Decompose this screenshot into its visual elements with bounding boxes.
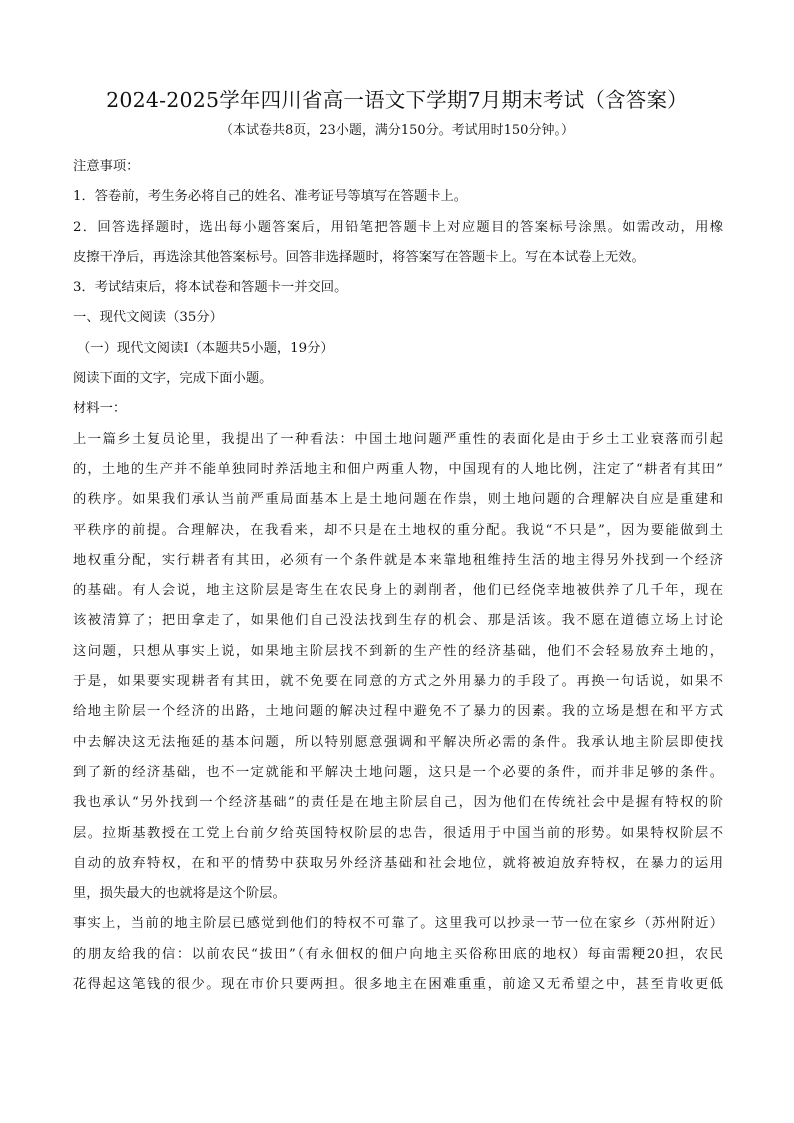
exam-subtitle: （本试卷共8页，23小题，满分150分。考试用时150分钟。）: [220, 123, 574, 138]
notice-item-3: 3．考试结束后，将本试卷和答题卡一并交回。: [73, 280, 348, 296]
passage-line: 上一篇乡土复员论里，我提出了一种看法：中国土地问题严重性的表面化是由于乡土工业衰落而引起: [73, 431, 723, 447]
passage-line: 的朋友给我的信：以前农民“拔田”（有永佃权的佃户向地主买俗称田底的地权）每亩需粳20担，农民: [73, 946, 723, 962]
exam-title: 2024-2025学年四川省高一语文下学期7月期末考试（含答案）: [106, 88, 688, 112]
passage-line: 里，损失最大的也就将是这个阶层。: [73, 886, 286, 902]
notice-item-1: 1．答卷前，考生务必将自己的姓名、准考证号等填写在答题卡上。: [73, 189, 468, 205]
passage-line: 平秩序的前提。合理解决，在我看来，却不只是在土地权的重分配。我说“不只是”，因为要能做到土: [73, 522, 723, 538]
passage-line: 的秩序。如果我们承认当前严重局面基本上是土地问题在作祟，则土地问题的合理解决自应是重建和: [73, 492, 723, 508]
notice-item-2-line-2: 皮擦干净后，再选涂其他答案标号。回答非选择题时，将答案写在答题卡上。写在本试卷上无效。: [73, 249, 645, 265]
document-body: [73, 152, 723, 1000]
passage-line: 的基础。有人会说，地主这阶层是寄生在农民身上的剥削者，他们已经侥幸地被供养了几千年，现在: [73, 583, 723, 599]
passage-line: 事实上，当前的地主阶层已感觉到他们的特权不可靠了。这里我可以抄录一节一位在家乡（苏州附近）: [73, 916, 723, 932]
passage-line: 中去解决这无法拖延的基本问题，所以特别愿意强调和平解决所必需的条件。我承认地主阶层即使找: [73, 734, 723, 750]
passage-line: 于是，如果要实现耕者有其田，就不免要在同意的方式之外用暴力的手段了。再换一句话说，如果不: [73, 674, 723, 690]
passage-line: 的，土地的生产并不能单独同时养活地主和佃户两重人物，中国现有的人地比例，注定了“耕者有其田”: [73, 461, 723, 477]
passage-line: 层。拉斯基教授在工党上台前夕给英国特权阶层的忠告，很适用于中国当前的形势。如果特权阶层不: [73, 825, 723, 841]
notice-heading: 注意事项：: [73, 159, 140, 174]
passage-line: 我也承认“另外找到一个经济基础”的责任是在地主阶层自己，因为他们在传统社会中是握有特权的阶: [73, 795, 723, 811]
passage-line: 这问题，只想从事实上说，如果地主阶层找不到新的生产性的经济基础，他们不会轻易放弃土地的，: [73, 643, 723, 659]
material-label: 材料一：: [73, 401, 127, 417]
passage-line: 花得起这笔钱的很少。现在市价只要两担。很多地主在困难重重，前途又无希望之中，甚至肯收更低: [73, 977, 723, 993]
notice-item-2-line-1: 2．回答选择题时，选出每小题答案后，用铅笔把答题卡上对应题目的答案标号涂黑。如需改动，用橡: [73, 219, 723, 235]
passage-line: 到了新的经济基础，也不一定就能和平解决土地问题，这只是一个必要的条件，而并非足够的条件。: [73, 764, 723, 780]
passage-line: 地权重分配，实行耕者有其田，必须有一个条件就是本来靠地租维持生活的地主得另外找到一个经济: [73, 552, 723, 568]
section-subheading: （一）现代文阅读Ⅰ（本题共5小题，19分）: [77, 340, 334, 356]
reading-instruction: 阅读下面的文字，完成下面小题。: [73, 371, 273, 387]
passage-line: 自动的放弃特权，在和平的情势中获取另外经济基础和社会地位，就将被迫放弃特权，在暴力的运用: [73, 855, 723, 871]
section-heading: 一、现代文阅读（35分）: [73, 310, 223, 326]
passage-line: 给地主阶层一个经济的出路，土地问题的解决过程中避免不了暴力的因素。我的立场是想在和平方式: [73, 704, 723, 720]
passage-line: 该被清算了；把田拿走了，如果他们自己没法找到生存的机会、那是活该。我不愿在道德立场上讨论: [73, 613, 723, 629]
